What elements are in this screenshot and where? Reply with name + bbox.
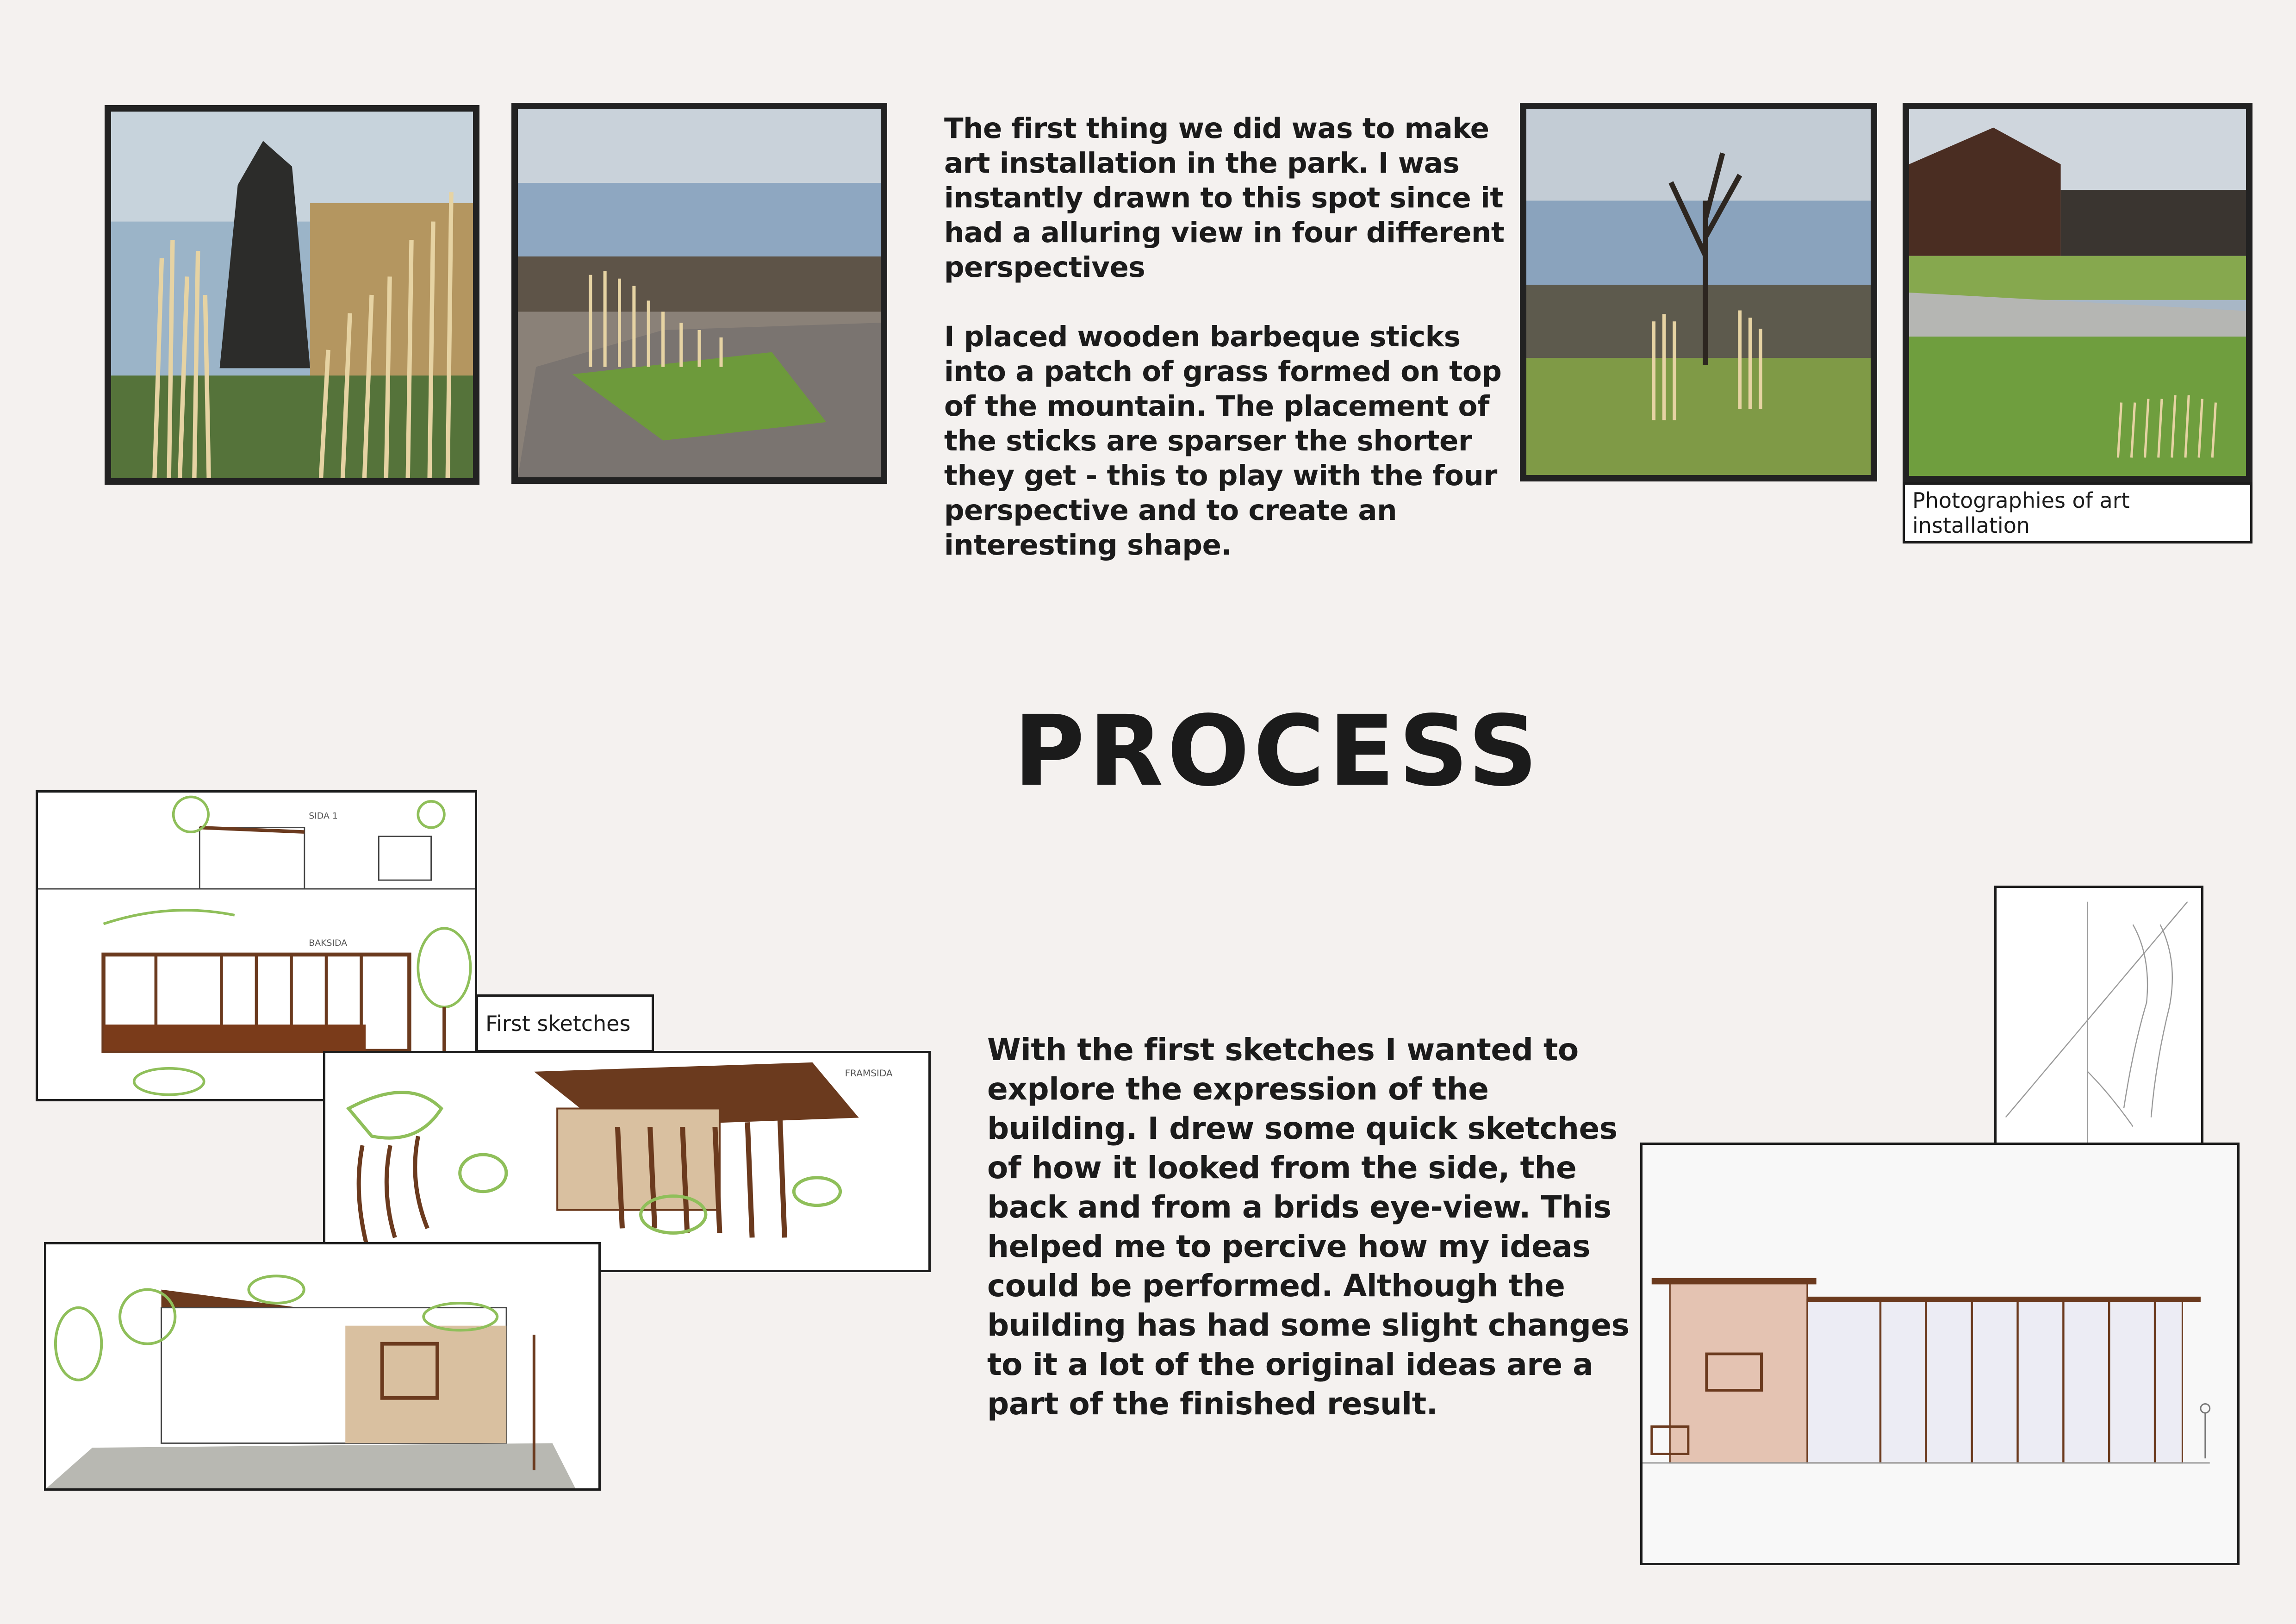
photo-statue-sticks — [105, 105, 479, 485]
process-paragraph: With the first sketches I wanted to explore the expression of the building. I drew some quick sketches of how it looked from the side, the back and from a brids eye-view. This helped me to percive how my ideas could be performed. Although the building has had some slight changes to it a lot of the original ideas are a part of the finished result. — [987, 1032, 1630, 1422]
photo-hill-sticks — [511, 103, 887, 484]
photo-caption: Photographies of art installation — [1903, 482, 2252, 543]
installation-paragraph-2: I placed wooden barbeque sticks into a patch of grass formed on top of the mountain. The placement of the sticks are sparser the shorter they get - this to play with the four perspective and to create an interesting shape. — [944, 320, 1502, 562]
sketch-label-side: SIDA 1 — [309, 811, 338, 821]
installation-paragraph-1: The first thing we did was to make art installation in the park. I was instantly drawn to this spot since it had a alluring view in four different perspectives — [944, 112, 1505, 284]
sketches-caption: First sketches — [476, 994, 654, 1052]
photo-road-sticks — [1903, 103, 2252, 482]
sketch-back-view — [44, 1242, 601, 1491]
sketch-label-front: FRAMSIDA — [845, 1067, 893, 1079]
sketch-figure-study — [1994, 886, 2203, 1147]
photo-tree-sticks — [1520, 103, 1877, 481]
page-title: PROCESS — [1014, 694, 1542, 808]
sketch-front-view — [323, 1051, 931, 1272]
sketch-elevation — [1640, 1143, 2240, 1565]
sketch-label-back: BAKSIDA — [309, 937, 348, 949]
